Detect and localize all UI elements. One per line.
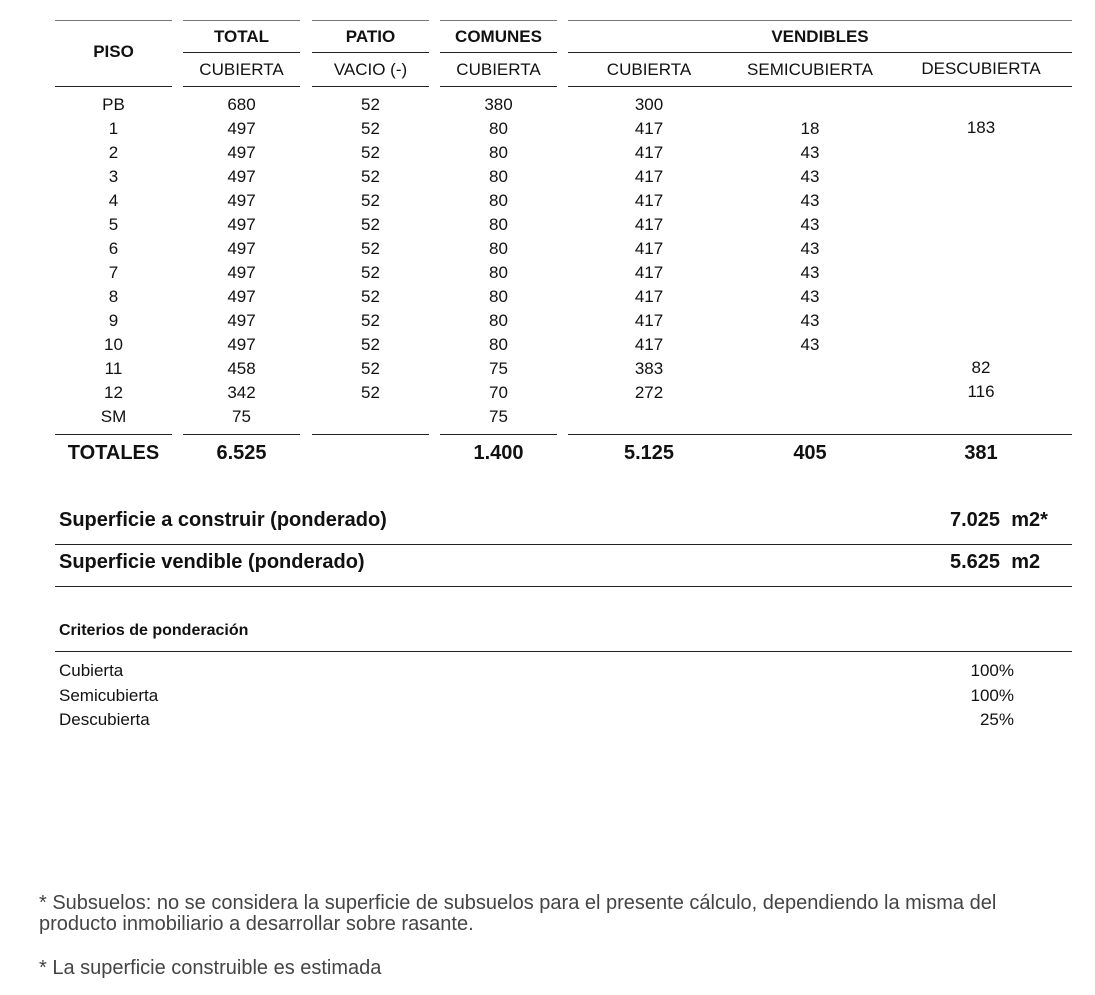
cell-vendible-semicubierta: 43 <box>800 143 820 162</box>
cell-comunes: 80 <box>489 311 508 330</box>
subheader-vendible-descubierta: DESCUBIERTA <box>921 59 1041 78</box>
totals-comunes: 1.400 <box>473 442 524 464</box>
vendible-number: 5.625 <box>950 551 1001 573</box>
mid-rule-comunes <box>440 52 557 53</box>
cell-piso: 6 <box>108 239 119 258</box>
criterios-rule <box>55 651 1072 652</box>
cell-vendible-semicubierta: 43 <box>800 191 820 210</box>
cell-comunes: 80 <box>489 215 508 234</box>
totals-label: TOTALES <box>67 442 160 464</box>
cell-vendible-cubierta: 300 <box>634 95 664 114</box>
cell-piso: 7 <box>108 263 119 282</box>
summary-divider <box>55 544 1072 545</box>
subheader-comunes: CUBIERTA <box>456 60 541 79</box>
cell-vendible-semicubierta: 43 <box>800 311 820 330</box>
header-rule-total <box>183 86 300 87</box>
header-total: TOTAL <box>213 27 270 46</box>
construir-number: 7.025 <box>950 509 1001 531</box>
subheader-vendible-semicubierta: SEMICUBIERTA <box>747 60 873 79</box>
cell-comunes: 80 <box>489 143 508 162</box>
cell-vendible-cubierta: 417 <box>634 119 664 138</box>
vendible-value <box>950 551 1040 574</box>
cell-piso: 12 <box>104 383 123 402</box>
cell-patio: 52 <box>361 335 380 354</box>
subheader-vendible-cubierta: CUBIERTA <box>606 60 692 79</box>
cell-vendible-cubierta: 417 <box>634 215 664 234</box>
totals-vendible-cubierta: 5.125 <box>623 442 675 464</box>
cell-patio: 52 <box>361 95 380 114</box>
cell-patio: 52 <box>361 215 380 234</box>
cell-piso: PB <box>102 95 125 114</box>
note-estimada: * La superficie construible es estimada <box>39 957 382 979</box>
cell-vendible-cubierta: 417 <box>634 263 664 282</box>
vendible-label: Superficie vendible (ponderado) <box>59 551 365 573</box>
cell-vendible-descubierta: 82 <box>971 358 991 377</box>
cell-patio: 52 <box>361 143 380 162</box>
cell-vendible-semicubierta: 18 <box>800 119 820 138</box>
cell-patio: 52 <box>361 239 380 258</box>
cell-patio: 52 <box>361 311 380 330</box>
cell-comunes: 80 <box>489 263 508 282</box>
criterio-cubierta-label: Cubierta <box>59 661 124 680</box>
cell-piso: 3 <box>108 167 119 186</box>
totals-rule-piso <box>55 434 172 435</box>
cell-comunes: 380 <box>484 95 513 114</box>
criterio-descubierta-label: Descubierta <box>59 710 150 729</box>
cell-total: 342 <box>227 383 256 402</box>
cell-vendible-cubierta: 383 <box>634 359 664 378</box>
note-subsuelos: * Subsuelos: no se considera la superficie de subsuelos para el presente cálculo, dependiendo la misma del producto inmobiliario a desarrollar sobre rasante. <box>39 892 997 935</box>
cell-vendible-cubierta: 272 <box>634 383 664 402</box>
header-rule-patio <box>312 86 429 87</box>
cell-piso: 11 <box>104 359 123 378</box>
cell-piso: SM <box>100 407 127 426</box>
cell-patio: 52 <box>361 383 380 402</box>
cell-vendible-semicubierta: 43 <box>800 239 820 258</box>
cell-vendible-descubierta: 183 <box>966 118 996 137</box>
cell-piso: 4 <box>108 191 119 210</box>
vendible-unit: m2 <box>1011 551 1041 573</box>
cell-vendible-cubierta: 417 <box>634 167 664 186</box>
cell-piso: 5 <box>108 215 119 234</box>
totals-vendible-descubierta: 381 <box>964 442 998 464</box>
criterio-descubierta-value: 25% <box>979 710 1014 729</box>
totals-vendible-semicubierta: 405 <box>793 442 827 464</box>
cell-piso: 9 <box>108 311 119 330</box>
criterios-title: Criterios de ponderación <box>59 622 249 639</box>
cell-total: 680 <box>227 95 256 114</box>
cell-vendible-semicubierta: 43 <box>800 263 820 282</box>
cell-total: 497 <box>227 287 256 306</box>
mid-rule-total <box>183 52 300 53</box>
cell-comunes: 70 <box>489 383 508 402</box>
cell-comunes: 80 <box>489 167 508 186</box>
header-rule-vendibles <box>568 86 1072 87</box>
mid-rule-patio <box>312 52 429 53</box>
header-rule-comunes <box>440 86 557 87</box>
cell-total: 497 <box>227 119 256 138</box>
cell-vendible-semicubierta: 43 <box>800 287 820 306</box>
cell-patio: 52 <box>361 263 380 282</box>
cell-comunes: 75 <box>489 407 508 426</box>
cell-patio: 52 <box>361 167 380 186</box>
mid-rule-vendibles <box>568 52 1072 53</box>
cell-comunes: 75 <box>489 359 508 378</box>
cell-vendible-semicubierta: 43 <box>800 215 820 234</box>
cell-vendible-cubierta: 417 <box>634 287 664 306</box>
header-vendibles: VENDIBLES <box>771 27 869 46</box>
header-comunes: COMUNES <box>455 27 542 46</box>
cell-comunes: 80 <box>489 239 508 258</box>
cell-total: 497 <box>227 263 256 282</box>
subheader-patio: VACIO (-) <box>333 60 408 79</box>
cell-patio: 52 <box>361 287 380 306</box>
totals-rule-comunes <box>440 434 557 435</box>
cell-piso: 10 <box>104 335 123 354</box>
cell-vendible-semicubierta: 43 <box>800 335 820 354</box>
cell-vendible-cubierta: 417 <box>634 311 664 330</box>
cell-vendible-cubierta: 417 <box>634 335 664 354</box>
totals-rule-patio <box>312 434 429 435</box>
cell-vendible-semicubierta: 43 <box>800 167 820 186</box>
header-patio: PATIO <box>345 27 396 46</box>
cell-comunes: 80 <box>489 119 508 138</box>
cell-vendible-cubierta: 417 <box>634 239 664 258</box>
cell-total: 497 <box>227 335 256 354</box>
top-rule-vendibles <box>568 20 1072 21</box>
cell-vendible-descubierta: 116 <box>967 382 995 401</box>
totals-rule-vendibles <box>568 434 1072 435</box>
cell-total: 497 <box>227 143 256 162</box>
criterio-semicubierta-value: 100% <box>970 686 1014 705</box>
top-rule-piso <box>55 20 172 21</box>
summary-bottom-rule <box>55 586 1072 587</box>
top-rule-comunes <box>440 20 557 21</box>
cell-comunes: 80 <box>489 335 508 354</box>
cell-patio: 52 <box>361 191 380 210</box>
cell-total: 497 <box>227 311 256 330</box>
cell-total: 458 <box>227 359 256 378</box>
construir-label: Superficie a construir (ponderado) <box>59 509 387 531</box>
cell-comunes: 80 <box>489 191 508 210</box>
criterio-cubierta-value: 100% <box>970 661 1014 680</box>
header-piso: PISO <box>93 42 134 61</box>
cell-piso: 8 <box>108 287 119 306</box>
cell-piso: 1 <box>108 119 119 138</box>
cell-vendible-cubierta: 417 <box>634 191 664 210</box>
cell-total: 497 <box>227 191 256 210</box>
totals-total: 6.525 <box>216 442 267 464</box>
cell-vendible-cubierta: 417 <box>634 143 664 162</box>
cell-total: 497 <box>227 215 256 234</box>
subheader-total: CUBIERTA <box>199 60 284 79</box>
construir-unit: m2* <box>1011 509 1048 531</box>
totals-rule-total <box>183 434 300 435</box>
cell-total: 75 <box>232 407 251 426</box>
header-rule-piso <box>55 86 172 87</box>
cell-total: 497 <box>227 167 256 186</box>
top-rule-total <box>183 20 300 21</box>
cell-patio: 52 <box>361 119 380 138</box>
cell-total: 497 <box>227 239 256 258</box>
cell-patio: 52 <box>361 359 380 378</box>
criterio-semicubierta-label: Semicubierta <box>59 686 159 705</box>
cell-piso: 2 <box>108 143 119 162</box>
construir-value <box>950 509 1048 532</box>
cell-comunes: 80 <box>489 287 508 306</box>
top-rule-patio <box>312 20 429 21</box>
